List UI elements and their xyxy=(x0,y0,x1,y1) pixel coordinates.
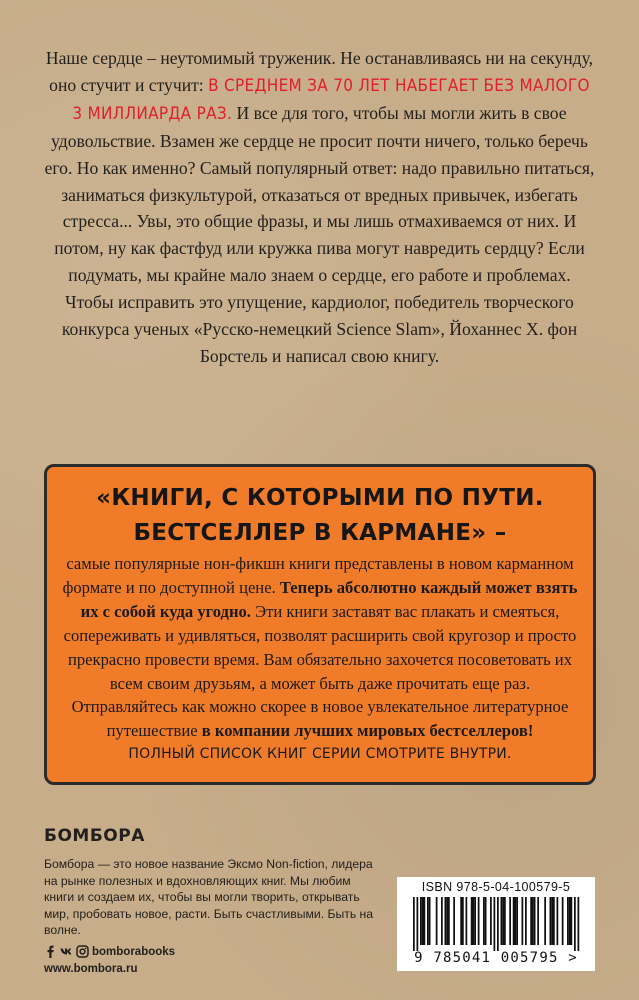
barcode-bar xyxy=(525,897,527,945)
intro-text-part1: Наше сердце – неутомимый труженик. Не останавливаясь ни на секунду, оно стучит и стучит: xyxy=(45,48,594,95)
promo-heading-line2: БЕСТСЕЛЛЕР В КАРМАНЕ» – xyxy=(133,520,507,546)
barcode-bar xyxy=(504,897,506,945)
barcode-bar xyxy=(471,897,473,945)
isbn-barcode-box xyxy=(397,877,595,971)
barcode-bar xyxy=(427,897,429,945)
barcode-bar xyxy=(494,897,496,951)
instagram-icon xyxy=(76,945,89,958)
barcode-bar xyxy=(446,897,448,945)
barcode-bar xyxy=(413,897,415,951)
barcode-bar xyxy=(429,897,431,945)
barcode-bar xyxy=(462,897,464,945)
barcode-bar xyxy=(530,897,532,945)
barcode-bar xyxy=(502,897,504,945)
barcode-bar xyxy=(445,897,447,945)
barcode-bar xyxy=(490,897,492,945)
barcode-bar xyxy=(515,897,517,945)
barcode-bar xyxy=(537,897,539,945)
barcode-bar xyxy=(483,897,485,945)
barcode-bar xyxy=(553,897,555,945)
isbn-label: ISBN 978-5-04-100579-5 xyxy=(421,880,571,894)
series-promo-box xyxy=(44,464,596,785)
barcode-bar xyxy=(441,897,443,945)
barcode-bar xyxy=(448,897,450,945)
barcode-bar xyxy=(578,897,580,951)
vk-icon xyxy=(60,945,73,958)
promo-text1: самые популярные нон-фикшн книги представлены в новом карманном формате и по доступной цене. xyxy=(62,554,574,597)
promo-body xyxy=(57,552,583,767)
barcode-bar xyxy=(550,897,552,945)
barcode-bar xyxy=(478,897,480,945)
publisher-website: www.bombora.ru xyxy=(44,963,138,975)
promo-heading-line1: «КНИГИ, С КОТОРЫМИ ПО ПУТИ. xyxy=(96,485,544,511)
promo-text2: Эти книги заставят вас плакать и смеяться, сопереживать и удивляться, позволят расширить свой кругозор и просто прекрасно провести время. Вам обязательно захочется посоветовать их всем своим друзьям, а может быть даже прочитать еще раз. Отправляйтесь как можно скорее в новое увлекательное литературное путешествие xyxy=(63,601,577,741)
barcode-bar xyxy=(485,897,487,945)
facebook-icon xyxy=(44,945,57,958)
barcode-bar xyxy=(497,897,499,951)
publisher-name: БОМБОРА xyxy=(44,826,145,846)
barcode-bar xyxy=(569,897,571,945)
barcode-bar xyxy=(522,897,524,945)
barcode-bar xyxy=(453,897,455,945)
barcode-bar xyxy=(417,897,419,951)
publisher-description xyxy=(44,856,384,939)
barcode-bar xyxy=(466,897,468,945)
barcode-bar xyxy=(532,897,534,945)
barcode-bar xyxy=(571,897,573,945)
promo-heading xyxy=(47,481,593,551)
barcode-bar xyxy=(513,897,515,945)
barcode-bar xyxy=(424,897,426,945)
promo-bold1: Теперь абсолютно каждый может взять их с собой куда угодно. xyxy=(80,577,578,621)
barcode xyxy=(405,897,587,951)
barcode-bar xyxy=(551,897,553,945)
intro-highlight: В СРЕДНЕМ ЗА 70 ЛЕТ НАБЕГАЕТ БЕЗ МАЛОГО 3 МИЛЛИАРДА РАЗ. xyxy=(72,75,590,124)
promo-bold2: в компании лучших мировых бестселлеров! xyxy=(201,721,534,741)
barcode-bar xyxy=(574,897,576,951)
barcode-bar xyxy=(567,897,569,945)
barcode-bar xyxy=(460,897,462,945)
barcode-bar xyxy=(516,897,518,945)
barcode-bar xyxy=(501,897,503,945)
barcode-bar xyxy=(474,897,476,945)
barcode-bar xyxy=(562,897,564,945)
barcode-bar xyxy=(473,897,475,945)
barcode-digits: 9 785041 005795 > xyxy=(414,950,578,966)
description-paragraph xyxy=(44,45,595,370)
barcode-bar xyxy=(436,897,438,945)
barcode-bar xyxy=(544,897,546,945)
barcode-bar xyxy=(422,897,424,945)
barcode-bar xyxy=(420,897,422,945)
barcode-bar xyxy=(557,897,559,945)
promo-caps-line: ПОЛНЫЙ СПИСОК КНИГ СЕРИИ СМОТРИТЕ ВНУТРИ. xyxy=(128,746,512,763)
intro-text-part2: И все для того, чтобы мы могли жить в свое удовольствие. Взамен же сердце не просит почти ничего, только беречь его. Но как именно? Самый популярный ответ: надо правильно питаться, заниматься физкультурой, отказаться от вредных привычек, избегать стресса... Увы, это общие фразы, и мы лишь отмахиваемся от них. И потом, ну как фастфуд или кружка пива могут навредить сердцу? Если подумать, мы крайне мало знаем о сердце, его работе и проблемах. Чтобы исправить это упущение, кардиолог, победитель творческого конкурса ученых «Русско-немецкий Science Slam», Йоханнес Х. фон Борстель и написал свою книгу. xyxy=(44,102,595,366)
barcode-bar xyxy=(509,897,511,945)
social-handle: bomborabooks xyxy=(92,945,176,958)
barcode-bar xyxy=(534,897,536,945)
publisher-description-text: Бомбора — это новое название Эксмо Non-fiction, лидера на рынке полезных и вдохновляющих книг. Мы любим книги и создаем их, чтобы вы могли творить, открывать мир, пробовать новое, расти. Быть счастливыми. Быть на волне. xyxy=(44,857,374,938)
social-links xyxy=(44,945,175,958)
